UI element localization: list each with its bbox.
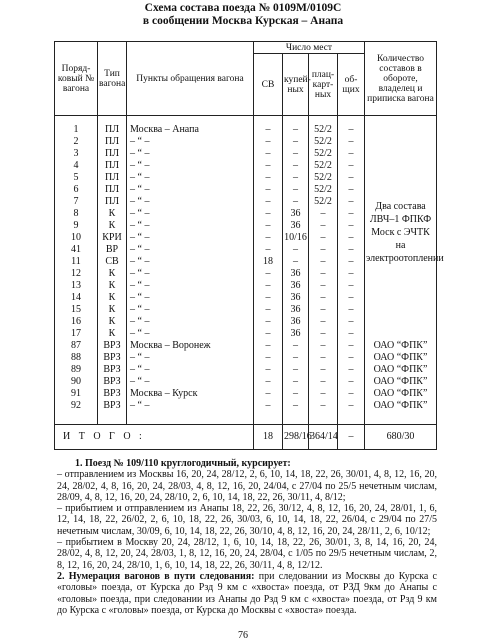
cell-kupe: – — [283, 400, 309, 412]
cell-platz: 52/2 — [309, 136, 338, 148]
cell-platz: – — [309, 292, 338, 304]
cell-kupe: – — [283, 160, 309, 172]
table-row — [55, 340, 437, 352]
section-1-anapa: – прибытием и отправлением из Анапы 18, 22, 26, 30/12, 4, 8, 12, 16, 20, 24, 28/01, 1, 6, 12, 14, 18, 22, 26/02, 2, 6, 10, 18, 22, 26, 30/03, 6, 10, 14, 18, 22, 26/04, с 29/04 по 27/5 нечетным числам, 30/09, 6, 10, 14, 18, 22, 26, 30/10, 4, 8, 12, 16, 20, 24, 28/11, 2, 6, 10/12; — [57, 503, 437, 537]
section-2-text: при следовании из Москвы до Курска с «головы» поезда, от Курска до Рзд 9 км с «хвоста» поезда, от РЗД 9км до Анапы с «головы» поезда, при следовании из Анапы до Рзд 9 км с «хвоста» поезда, от Рзд 9 км до Курска с «головы» поезда, от Курска до Москвы с «хвоста» поезда. — [57, 570, 437, 616]
cell-platz: – — [309, 268, 338, 280]
cell-n: 92 — [55, 400, 98, 412]
cell-n: 9 — [55, 220, 98, 232]
cell-common: – — [338, 196, 365, 208]
cell-points: – “ – — [127, 292, 254, 304]
cell-points: – “ – — [127, 376, 254, 388]
cell-sv: – — [254, 172, 283, 184]
section-1-arrivals: – прибытием в Москву 20, 24, 28/12, 1, 6, 10, 14, 18, 22, 26, 30/01, 3, 8, 14, 16, 20, 24, 28/02, 4, 8, 12, 20, 24, 28/03, 1, 8, 12, 16, 20, 24, 28/04, с 1/05 по 29/5 нечетным числам, 2, 8, 12, 16, 20, 24, 28/10, 1, 6, 10, 14, 18, 22, 26, 30/11, 4, 8, 12/12. — [57, 537, 437, 571]
cell-points: – “ – — [127, 280, 254, 292]
cell-common: – — [338, 340, 365, 352]
cell-common: – — [338, 244, 365, 256]
cell-sv: – — [254, 316, 283, 328]
cell-owner: ОАО “ФПК” — [365, 340, 437, 352]
cell-platz: – — [309, 280, 338, 292]
cell-platz: – — [309, 352, 338, 364]
cell-points: – “ – — [127, 400, 254, 412]
notes-text — [57, 458, 437, 616]
cell-points: – “ – — [127, 208, 254, 220]
cell-n: 4 — [55, 160, 98, 172]
cell-common: – — [338, 388, 365, 400]
note-lvch: Два состава ЛВЧ–1 ФПКФ Моск с ЭЧТК на электроотоплении — [365, 124, 437, 340]
cell-points: – “ – — [127, 160, 254, 172]
table-row — [55, 364, 437, 376]
cell-type: К — [98, 316, 127, 328]
cell-n: 13 — [55, 280, 98, 292]
document-subtitle: в сообщении Москва Курская – Анапа — [142, 15, 344, 27]
cell-points: – “ – — [127, 220, 254, 232]
cell-kupe: – — [283, 352, 309, 364]
cell-platz: 52/2 — [309, 196, 338, 208]
cell-type: СВ — [98, 256, 127, 268]
cell-common: – — [338, 232, 365, 244]
cell-kupe: 36 — [283, 280, 309, 292]
cell-type: К — [98, 304, 127, 316]
cell-n: 10 — [55, 232, 98, 244]
total-sv: 18 — [254, 425, 283, 450]
cell-type: К — [98, 220, 127, 232]
cell-common: – — [338, 256, 365, 268]
cell-type: ВРЗ — [98, 340, 127, 352]
cell-platz: 52/2 — [309, 148, 338, 160]
cell-n: 14 — [55, 292, 98, 304]
cell-sv: – — [254, 124, 283, 136]
header-order: Поряд-ковый № вагона — [55, 42, 98, 116]
cell-type: К — [98, 292, 127, 304]
page-number: 76 — [238, 630, 248, 641]
cell-n: 6 — [55, 184, 98, 196]
cell-platz: – — [309, 208, 338, 220]
cell-n: 89 — [55, 364, 98, 376]
cell-kupe: – — [283, 124, 309, 136]
cell-platz: – — [309, 328, 338, 340]
cell-platz: – — [309, 220, 338, 232]
cell-kupe: – — [283, 376, 309, 388]
table-row — [55, 388, 437, 400]
cell-sv: – — [254, 328, 283, 340]
cell-common: – — [338, 268, 365, 280]
cell-owner: ОАО “ФПК” — [365, 364, 437, 376]
cell-type: К — [98, 208, 127, 220]
cell-type: ПЛ — [98, 148, 127, 160]
cell-common: – — [338, 184, 365, 196]
cell-n: 90 — [55, 376, 98, 388]
cell-type: ПЛ — [98, 184, 127, 196]
cell-type: К — [98, 268, 127, 280]
cell-platz: 52/2 — [309, 172, 338, 184]
header-sv: СВ — [254, 54, 283, 116]
cell-sv: – — [254, 220, 283, 232]
cell-sv: – — [254, 196, 283, 208]
cell-points: – “ – — [127, 136, 254, 148]
cell-n: 88 — [55, 352, 98, 364]
cell-common: – — [338, 220, 365, 232]
cell-platz: 52/2 — [309, 160, 338, 172]
cell-points: – “ – — [127, 256, 254, 268]
cell-kupe: 36 — [283, 292, 309, 304]
cell-points: – “ – — [127, 184, 254, 196]
cell-n: 11 — [55, 256, 98, 268]
cell-n: 1 — [55, 124, 98, 136]
cell-sv: – — [254, 160, 283, 172]
cell-kupe: 10/16 — [284, 232, 307, 243]
total-kupe: 298/16 — [283, 425, 309, 450]
cell-points: Москва – Анапа — [127, 124, 254, 136]
cell-sv: – — [254, 400, 283, 412]
cell-sv: – — [254, 364, 283, 376]
section-1-departures: – отправлением из Москвы 16, 20, 24, 28/12, 2, 6, 10, 14, 18, 22, 26, 30/01, 4, 8, 12, 16, 20, 24, 28/02, 4, 8, 16, 20, 24, 28/03, 4, 8, 12, 16, 20, 24/04, с 27/04 по 25/5 нечетным числам, 28/09, 4, 8, 12, 16, 20, 24, 28/10, 2, 6, 10, 14, 18, 22, 26, 30/11, 4, 8/12; — [57, 469, 437, 503]
cell-common: – — [338, 136, 365, 148]
cell-platz: 52/2 — [309, 184, 338, 196]
cell-points: – “ – — [127, 352, 254, 364]
cell-platz: 52/2 — [309, 124, 338, 136]
total-row — [55, 425, 437, 450]
cell-owner: ОАО “ФПК” — [365, 376, 437, 388]
cell-sv: – — [254, 244, 283, 256]
cell-sv: 18 — [254, 256, 283, 268]
cell-common: – — [338, 376, 365, 388]
cell-kupe: – — [283, 364, 309, 376]
cell-common: – — [338, 304, 365, 316]
cell-type: ВР — [98, 244, 127, 256]
cell-type: ВРЗ — [98, 352, 127, 364]
cell-platz: – — [309, 400, 338, 412]
cell-n: 8 — [55, 208, 98, 220]
cell-owner: ОАО “ФПК” — [365, 400, 437, 412]
cell-kupe: – — [283, 196, 309, 208]
cell-sv: – — [254, 388, 283, 400]
total-common: – — [338, 425, 365, 450]
header-count: Количество составов в обороте, владелец и приписка вагона — [365, 42, 437, 116]
cell-n: 2 — [55, 136, 98, 148]
cell-sv: – — [254, 136, 283, 148]
cell-sv: – — [254, 304, 283, 316]
cell-platz: – — [309, 316, 338, 328]
header-common: об-щих — [338, 54, 365, 116]
cell-kupe: – — [283, 388, 309, 400]
cell-n: 3 — [55, 148, 98, 160]
cell-common: – — [338, 208, 365, 220]
cell-platz: – — [309, 232, 338, 244]
cell-platz: – — [309, 376, 338, 388]
cell-n: 17 — [55, 328, 98, 340]
cell-common: – — [338, 292, 365, 304]
header-seats: Число мест — [254, 42, 365, 54]
train-composition-table — [54, 41, 444, 450]
cell-platz: – — [309, 388, 338, 400]
cell-common: – — [338, 148, 365, 160]
total-count: 680/30 — [365, 425, 437, 450]
cell-n: 87 — [55, 340, 98, 352]
section-2 — [57, 571, 437, 616]
table-row — [55, 124, 437, 136]
table-row — [55, 400, 437, 412]
cell-type: ВРЗ — [98, 364, 127, 376]
cell-n: 15 — [55, 304, 98, 316]
cell-n: 41 — [55, 244, 98, 256]
cell-points: – “ – — [127, 316, 254, 328]
cell-common: – — [338, 400, 365, 412]
cell-n: 5 — [55, 172, 98, 184]
cell-sv: – — [254, 148, 283, 160]
cell-points: – “ – — [127, 268, 254, 280]
cell-common: – — [338, 364, 365, 376]
cell-kupe: – — [283, 340, 309, 352]
cell-common: – — [338, 280, 365, 292]
cell-platz: – — [309, 244, 338, 256]
cell-type: ПЛ — [98, 124, 127, 136]
cell-kupe: – — [283, 136, 309, 148]
cell-type: КРИ — [98, 232, 127, 244]
cell-points: – “ – — [127, 172, 254, 184]
cell-platz: – — [309, 256, 338, 268]
cell-platz: – — [309, 364, 338, 376]
cell-common: – — [338, 352, 365, 364]
header-points: Пункты обращения вагона — [127, 42, 254, 116]
cell-sv: – — [254, 280, 283, 292]
cell-common: – — [338, 172, 365, 184]
cell-points: – “ – — [127, 244, 254, 256]
cell-sv: – — [254, 292, 283, 304]
cell-common: – — [338, 316, 365, 328]
cell-type: ВРЗ — [98, 376, 127, 388]
total-platz: 364/14 — [309, 425, 338, 450]
cell-points: Москва – Воронеж — [127, 340, 254, 352]
section-1-heading: 1. Поезд № 109/110 круглогодичный, курсирует: — [75, 458, 291, 469]
cell-n: 16 — [55, 316, 98, 328]
total-label: И Т О Г О : — [55, 425, 254, 450]
cell-n: 12 — [55, 268, 98, 280]
cell-kupe: 36 — [283, 208, 309, 220]
table-row — [55, 352, 437, 364]
cell-kupe: – — [283, 244, 309, 256]
cell-n: 91 — [55, 388, 98, 400]
cell-type: ПЛ — [98, 172, 127, 184]
cell-owner: ОАО “ФПК” — [365, 352, 437, 364]
cell-points: – “ – — [127, 232, 254, 244]
cell-kupe: – — [283, 184, 309, 196]
cell-type: К — [98, 328, 127, 340]
cell-common: – — [338, 160, 365, 172]
cell-kupe: 36 — [283, 268, 309, 280]
cell-common: – — [338, 328, 365, 340]
cell-kupe: 36 — [283, 316, 309, 328]
cell-type: К — [98, 280, 127, 292]
cell-sv: – — [254, 352, 283, 364]
section-2-heading: 2. Нумерация вагонов в пути следования: — [57, 570, 255, 582]
cell-type: ВРЗ — [98, 400, 127, 412]
cell-kupe: 36 — [283, 328, 309, 340]
cell-type: ПЛ — [98, 196, 127, 208]
cell-sv: – — [254, 232, 283, 244]
cell-points: – “ – — [127, 364, 254, 376]
cell-points: – “ – — [127, 148, 254, 160]
cell-type: ПЛ — [98, 136, 127, 148]
cell-kupe: 36 — [283, 220, 309, 232]
cell-kupe: – — [283, 172, 309, 184]
cell-kupe: – — [283, 256, 309, 268]
cell-sv: – — [254, 376, 283, 388]
header-platz: плац-карт-ных — [309, 54, 338, 116]
cell-platz: – — [309, 304, 338, 316]
cell-platz: – — [309, 340, 338, 352]
header-kupe: купей-ных — [283, 54, 309, 116]
header-type: Тип вагона — [98, 42, 127, 116]
cell-type: ВРЗ — [98, 388, 127, 400]
cell-points: – “ – — [127, 196, 254, 208]
cell-sv: – — [254, 208, 283, 220]
document-title: Схема состава поезда № 0109М/0109С — [144, 2, 342, 14]
cell-sv: – — [254, 268, 283, 280]
cell-points: – “ – — [127, 304, 254, 316]
table-body — [55, 116, 444, 450]
cell-points: – “ – — [127, 328, 254, 340]
cell-sv: – — [254, 340, 283, 352]
cell-points: Москва – Курск — [127, 388, 254, 400]
cell-owner: ОАО “ФПК” — [365, 388, 437, 400]
cell-common: – — [338, 124, 365, 136]
cell-n: 7 — [55, 196, 98, 208]
cell-kupe: – — [283, 148, 309, 160]
cell-sv: – — [254, 184, 283, 196]
cell-kupe: 36 — [283, 304, 309, 316]
table-row — [55, 376, 437, 388]
cell-type: ПЛ — [98, 160, 127, 172]
